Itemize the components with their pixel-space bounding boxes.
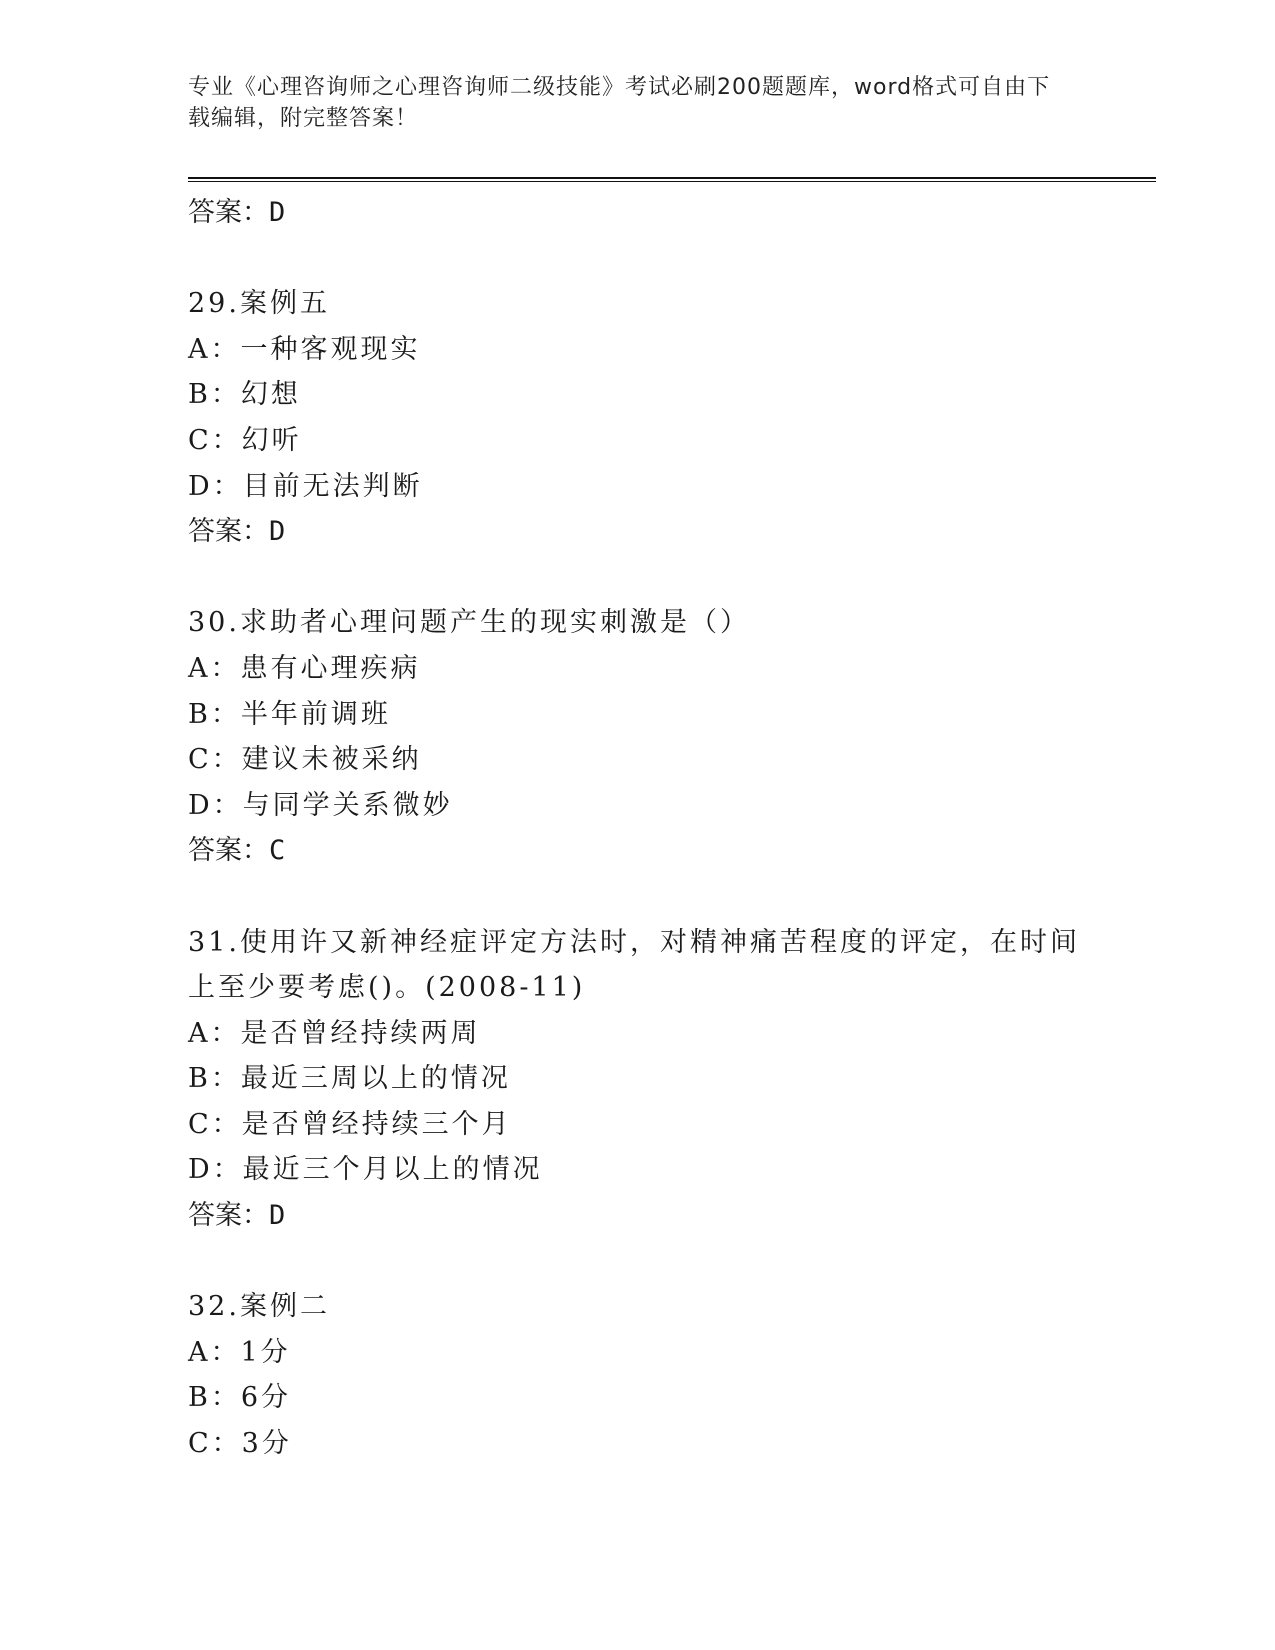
spacer bbox=[188, 1239, 1156, 1285]
answer-line: 答案：D bbox=[188, 197, 286, 228]
option-a: A：一种客观现实 bbox=[188, 333, 421, 365]
question-text: 29.案例五 bbox=[188, 288, 330, 320]
question-block bbox=[188, 1284, 1156, 1466]
spacer bbox=[188, 555, 1156, 601]
question-text: 31.使用许又新神经症评定方法时，对精神痛苦程度的评定，在时间上至少要考虑()。(2008-11) bbox=[188, 926, 1080, 1004]
document-body bbox=[188, 190, 1156, 1467]
option-c: C：幻听 bbox=[188, 424, 302, 456]
option-a: A：1分 bbox=[188, 1336, 291, 1368]
option-b: B：幻想 bbox=[188, 379, 301, 411]
question-text: 30.求助者心理问题产生的现实刺激是（） bbox=[188, 607, 750, 639]
option-a: A：是否曾经持续两周 bbox=[188, 1017, 481, 1049]
answer-line: 答案：D bbox=[188, 1200, 286, 1232]
answer-line: 答案：D bbox=[188, 516, 286, 548]
question-block bbox=[188, 600, 1156, 874]
option-c: C：3分 bbox=[188, 1428, 292, 1460]
spacer bbox=[188, 874, 1156, 920]
option-d: D：目前无法判断 bbox=[188, 470, 423, 502]
option-b: B：6分 bbox=[188, 1382, 292, 1414]
document-header: 专业《心理咨询师之心理咨询师二级技能》考试必刷200题题库，word格式可自由下载编辑，附完整答案！ bbox=[188, 75, 1051, 131]
option-d: D：与同学关系微妙 bbox=[188, 789, 453, 821]
answer-line: 答案：C bbox=[188, 835, 286, 867]
header-divider bbox=[188, 177, 1156, 182]
question-block bbox=[188, 920, 1156, 1239]
question-text: 32.案例二 bbox=[188, 1291, 330, 1323]
option-c: C：是否曾经持续三个月 bbox=[188, 1108, 512, 1140]
option-a: A：患有心理疾病 bbox=[188, 652, 421, 684]
option-b: B：最近三周以上的情况 bbox=[188, 1063, 511, 1095]
spacer bbox=[188, 236, 1156, 282]
question-block bbox=[188, 281, 1156, 555]
option-b: B：半年前调班 bbox=[188, 698, 391, 730]
option-d: D：最近三个月以上的情况 bbox=[188, 1154, 543, 1186]
option-c: C：建议未被采纳 bbox=[188, 744, 422, 776]
